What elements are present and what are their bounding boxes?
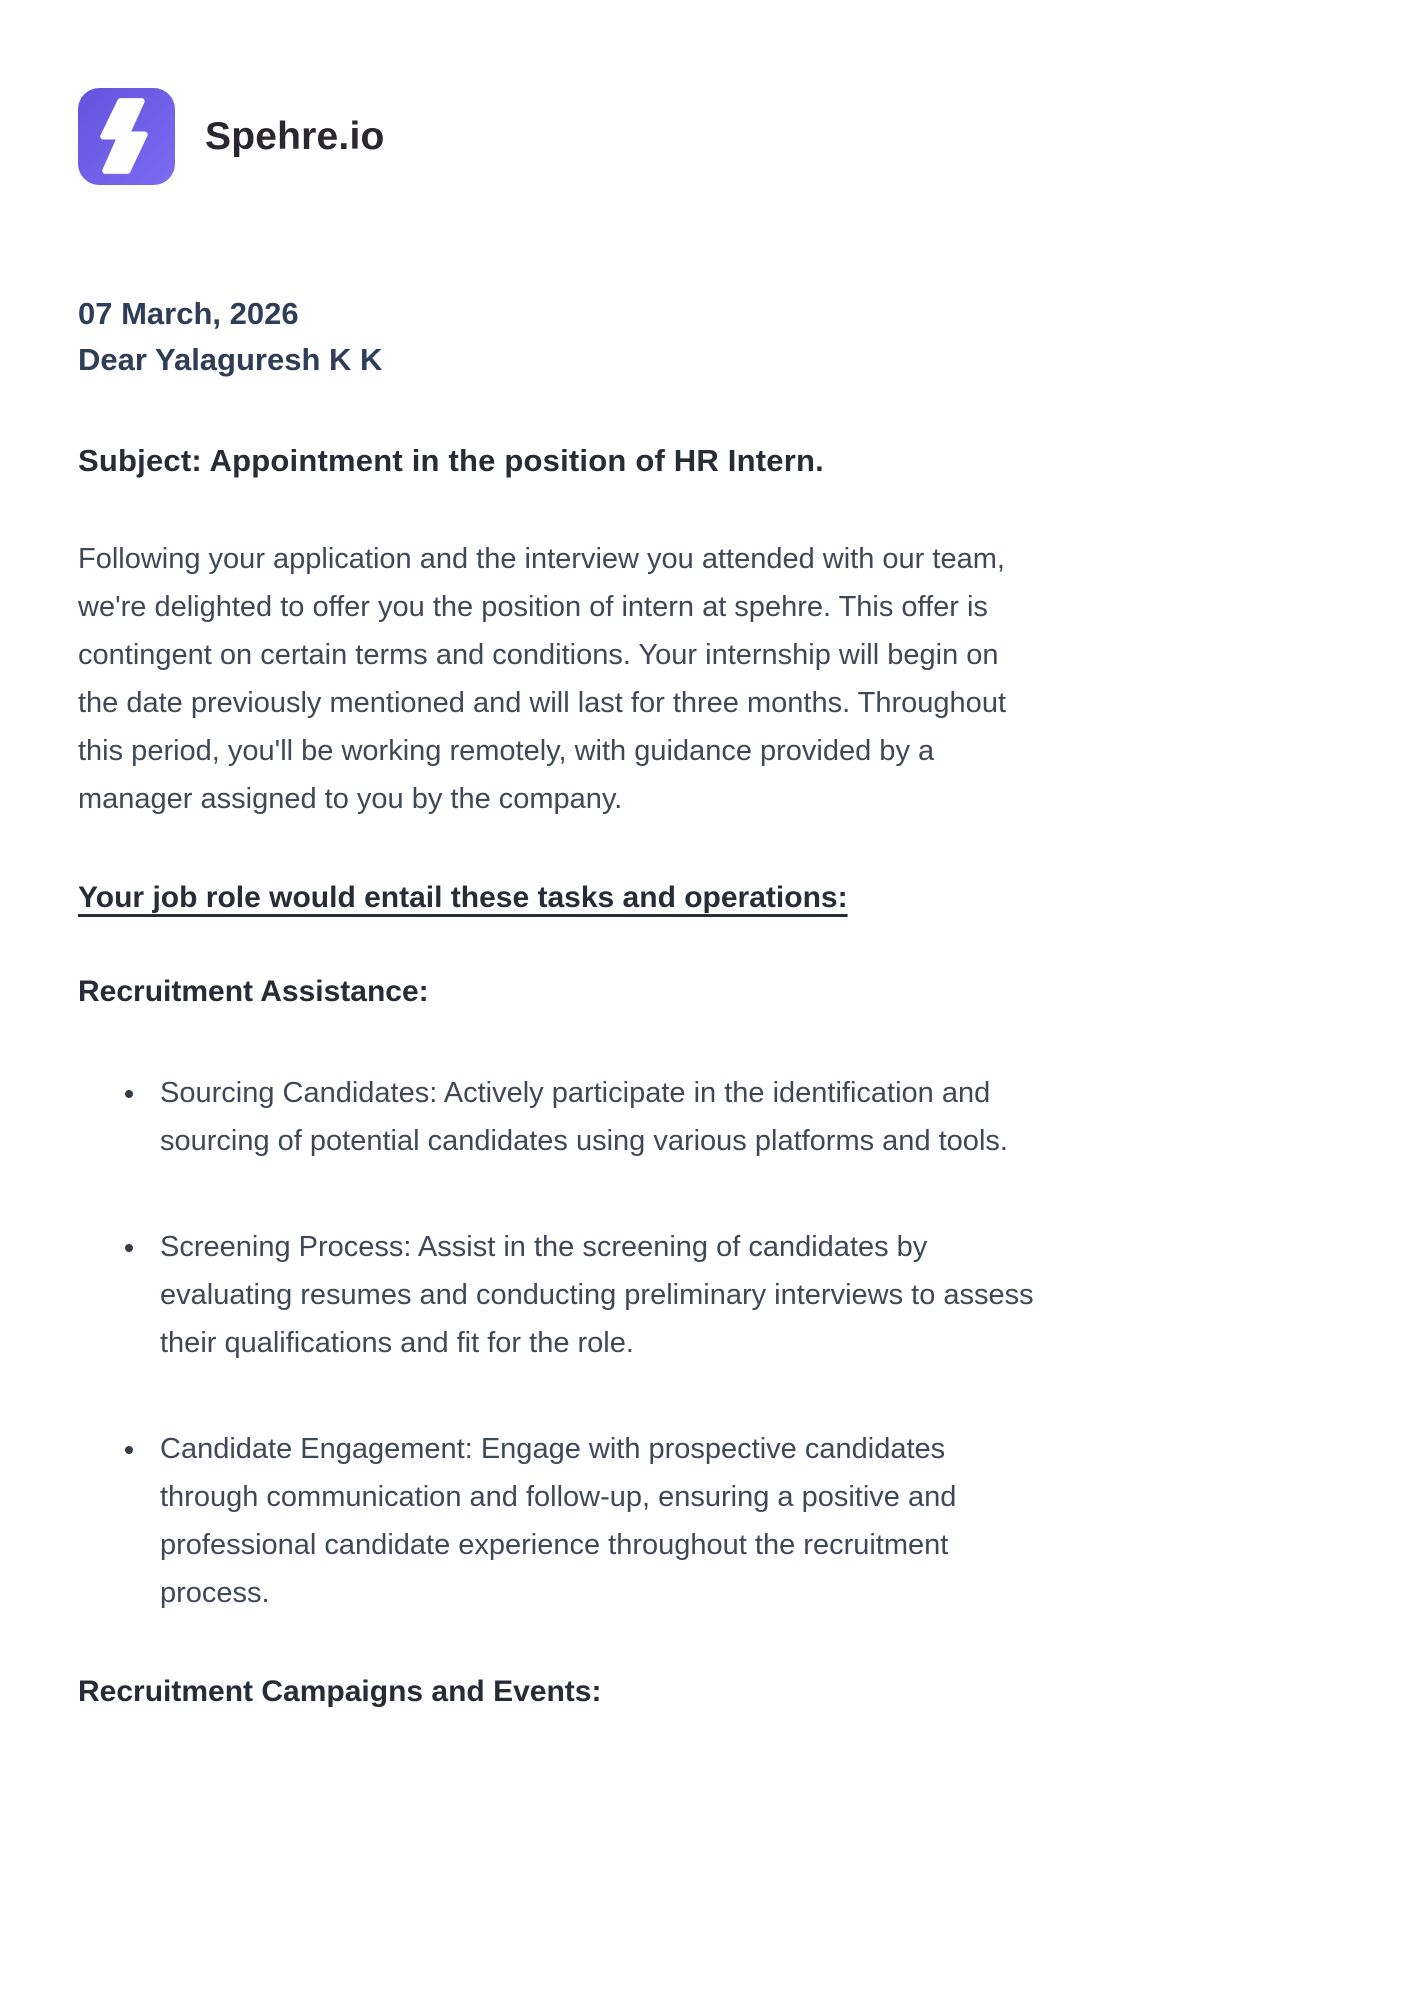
tasks-heading: Your job role would entail these tasks and operations: (78, 881, 848, 914)
letter-content (78, 0, 1036, 1709)
date-greeting-block (78, 291, 1036, 383)
brand-name: Spehre.io (205, 114, 385, 158)
letter-date: 07 March, 2026 (78, 296, 299, 331)
lightning-s-icon (78, 88, 175, 185)
section-title-recruitment-assistance: Recruitment Assistance: (78, 975, 429, 1008)
brand-header (78, 0, 1036, 185)
section-title-recruitment-campaigns: Recruitment Campaigns and Events: (78, 1675, 602, 1708)
bullet-sourcing-candidates: • Sourcing Candidates: Actively participate in the identification and sourcing of potential candidates using various platforms and tools. (148, 1069, 1036, 1165)
bullet-screening-process: • Screening Process: Assist in the screening of candidates by evaluating resumes and conducting preliminary interviews to assess their qualifications and fit for the role. (148, 1223, 1036, 1367)
intro-paragraph: Following your application and the interview you attended with our team, we're delighted to offer you the position of intern at spehre. This offer is contingent on certain terms and conditions. Your internship will begin on the date previously mentioned and will last for three months. Throughout this period, you'll be working remotely, with guidance provided by a manager assigned to you by the company. (78, 543, 1006, 815)
letter-greeting: Dear Yalaguresh K K (78, 342, 383, 377)
recruitment-assistance-list (78, 1069, 1036, 1617)
bullet-candidate-engagement: • Candidate Engagement: Engage with prospective candidates through communication and follow-up, ensuring a positive and professional candidate experience throughout the recruitment process. (148, 1425, 1036, 1617)
subject-line: Subject: Appointment in the position of HR Intern. (78, 443, 824, 478)
